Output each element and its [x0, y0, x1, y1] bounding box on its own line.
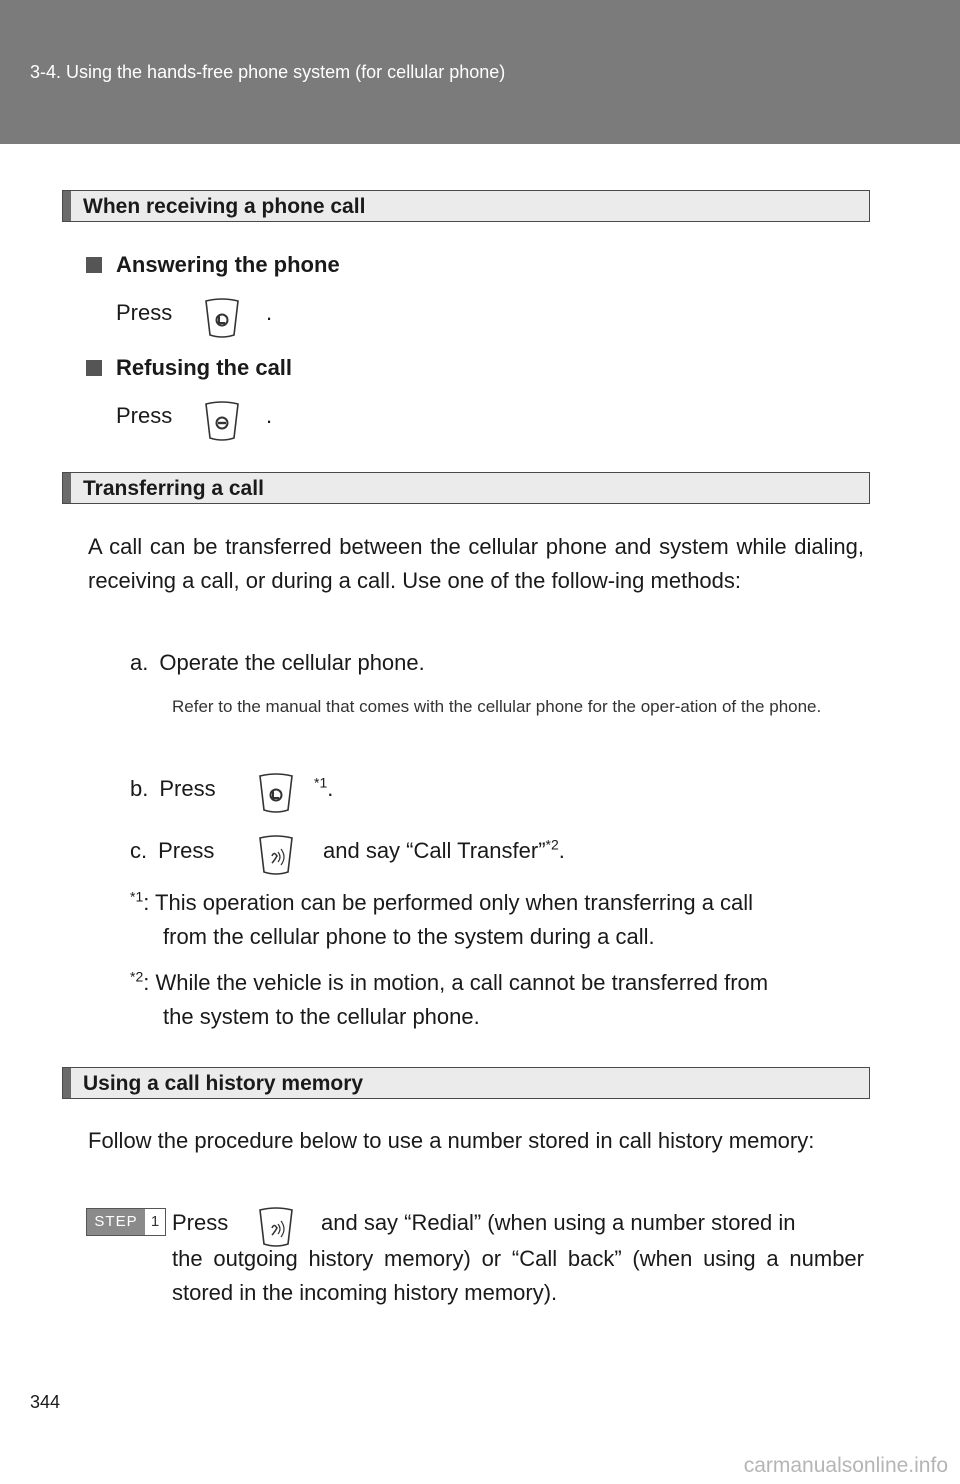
step-press: Press	[172, 1210, 229, 1235]
page-number: 344	[30, 1392, 61, 1412]
footnote-2	[130, 970, 768, 996]
refusing-instruction	[116, 403, 172, 429]
watermark: carmanualsonline.info	[743, 1454, 948, 1477]
method-b	[130, 776, 216, 802]
header-title: 3-4. Using the hands-free phone system (for cellular phone)	[30, 62, 506, 82]
section-history-header	[62, 1067, 870, 1099]
step-number: 1	[150, 1213, 160, 1230]
refusing-heading	[86, 355, 292, 381]
step-text-first-line: and say “Redial” (when using a number stored in	[321, 1210, 796, 1235]
talk-switch-icon	[258, 834, 294, 876]
section-title: Using a call history memory	[83, 1072, 364, 1095]
answering-period: .	[266, 300, 273, 325]
step-label: STEP	[87, 1209, 145, 1235]
method-b-suffix	[314, 776, 333, 802]
footnote-ref: *2	[545, 836, 559, 853]
method-a-note: Refer to the manual that comes with the cellular phone for the oper-ation of the phone.	[172, 697, 822, 716]
page-header	[0, 0, 960, 144]
press-text: Press	[116, 300, 173, 325]
section-marker	[63, 191, 71, 221]
footnote-mark: *2	[130, 968, 144, 985]
refusing-heading-text: Refusing the call	[116, 355, 293, 380]
method-a: a. Operate the cellular phone.	[130, 650, 425, 675]
phone-pickup-icon	[204, 297, 240, 339]
method-b-text: b. Press	[130, 776, 216, 801]
answering-heading	[86, 252, 340, 278]
section-receiving-header	[62, 190, 870, 222]
bullet-square	[86, 360, 102, 376]
footnote-2-text: : While the vehicle is in motion, a call cannot be transferred from	[143, 970, 769, 995]
footnote-1	[130, 890, 753, 916]
phone-pickup-icon	[258, 772, 294, 814]
bullet-square	[86, 257, 102, 273]
method-c-middle: and say “Call Transfer”	[323, 838, 546, 863]
section-title: Transferring a call	[83, 477, 264, 500]
transfer-intro: A call can be transferred between the cellular phone and system while dialing, receiving a call, or during a call. Use one of the follow-ing methods:	[88, 534, 864, 593]
section-marker	[63, 1068, 71, 1098]
step-badge	[86, 1208, 166, 1236]
refusing-period: .	[266, 403, 273, 428]
footnote-2-cont: the system to the cellular phone.	[163, 1004, 480, 1029]
method-c-rest	[323, 838, 565, 864]
method-c	[130, 838, 214, 864]
answering-heading-text: Answering the phone	[116, 252, 340, 277]
press-text: Press	[116, 403, 173, 428]
footnote-mark: *1	[130, 888, 144, 905]
section-transferring-header	[62, 472, 870, 504]
footnote-1-text: : This operation can be performed only when transferring a call	[143, 890, 754, 915]
method-c-text: c. Press	[130, 838, 215, 863]
section-marker	[63, 473, 71, 503]
phone-hangup-icon	[204, 400, 240, 442]
step-text-rest: the outgoing history memory) or “Call back” (when using a number stored in the incoming history memory).	[172, 1246, 864, 1305]
section-title: When receiving a phone call	[83, 195, 366, 218]
footnote-1-cont: from the cellular phone to the system during a call.	[163, 924, 655, 949]
history-intro: Follow the procedure below to use a number stored in call history memory:	[88, 1128, 815, 1153]
answering-instruction	[116, 300, 172, 326]
footnote-ref: *1	[314, 774, 328, 791]
period: .	[327, 776, 334, 801]
period: .	[558, 838, 565, 863]
